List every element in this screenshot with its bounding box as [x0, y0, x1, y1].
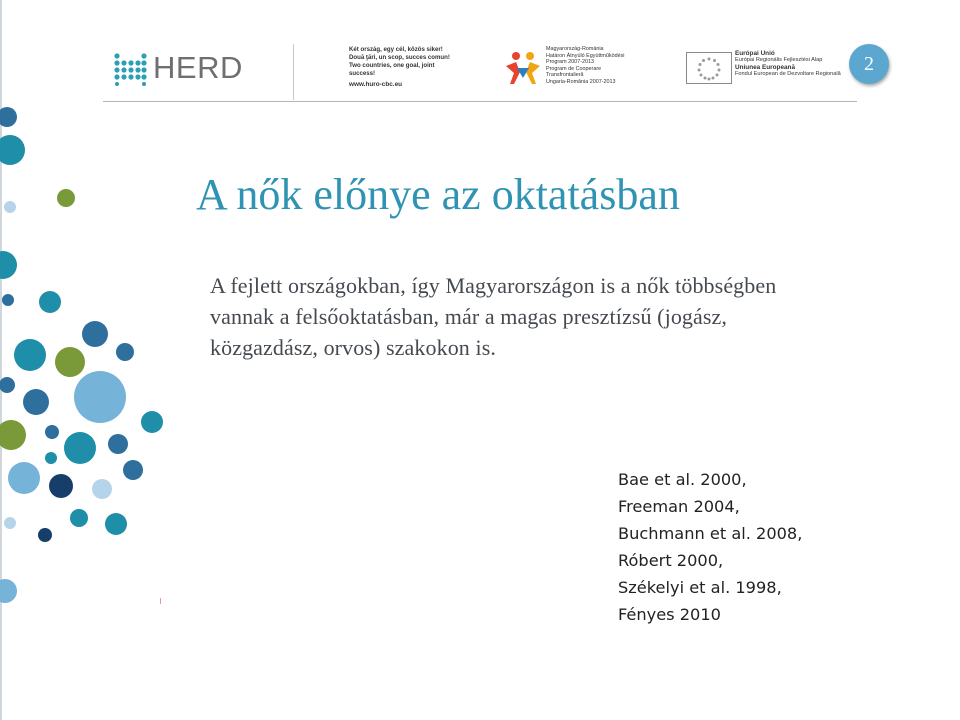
herd-logo: [113, 50, 243, 84]
programme-line: Ungaria-România 2007-2013: [546, 78, 616, 85]
header-rule: [103, 101, 857, 102]
reference-item: Buchmann et al. 2008,: [618, 524, 803, 543]
herd-dots-icon: [113, 52, 147, 86]
references-list: [618, 466, 858, 628]
decorative-dots: [0, 100, 175, 620]
slide-body-text: A fejlett országokban, így Magyarországon is a nők többségben vannak a felsőoktatásban, már a magas presztízsű (jogász, közgazdász, orvos) szakokon is.: [210, 273, 777, 360]
programme-line: Program 2007-2013: [546, 59, 594, 66]
motto-line: Két ország, egy cél, közös siker!: [349, 46, 443, 53]
slide-number-badge: 2: [849, 44, 889, 84]
eu-text-block: [735, 50, 865, 78]
motto-line: Două ţări, un scop, succes comun!: [349, 54, 450, 61]
programme-line: Program de Cooperare: [546, 65, 602, 72]
slide-title: A nők előnye az oktatásban: [196, 170, 680, 219]
motto-text-block: [349, 46, 459, 89]
programme-line: Magyarország-Románia: [546, 46, 604, 52]
tiny-mark: [160, 598, 161, 604]
programme-line: Transfrontalieră: [546, 72, 584, 79]
eu-line: Uniunea Europeană: [735, 64, 796, 71]
reference-item: Freeman 2004,: [618, 497, 740, 516]
eu-line: Európai Regionális Fejlesztési Alap: [735, 57, 823, 63]
herd-logo-text: HERD: [153, 50, 243, 85]
motto-website: www.huro-cbc.eu: [349, 81, 403, 88]
programme-text-block: [546, 46, 676, 86]
reference-item: Székelyi et al. 1998,: [618, 578, 782, 597]
eu-line: Fondul European de Dezvoltare Regională: [735, 71, 841, 77]
reference-item: Fényes 2010: [618, 605, 721, 624]
header-separator: [293, 44, 294, 100]
reference-item: Bae et al. 2000,: [618, 470, 747, 489]
eu-line: Európai Unió: [735, 50, 775, 57]
reference-item: Róbert 2000,: [618, 551, 724, 570]
programme-line: Határon Átnyúló Együttműködési: [546, 52, 625, 59]
motto-line: Two countries, one goal, joint success!: [349, 62, 435, 77]
header-logo-strip: [103, 40, 857, 102]
eu-flag-icon: [686, 52, 732, 84]
programme-logo-icon: [503, 48, 543, 88]
